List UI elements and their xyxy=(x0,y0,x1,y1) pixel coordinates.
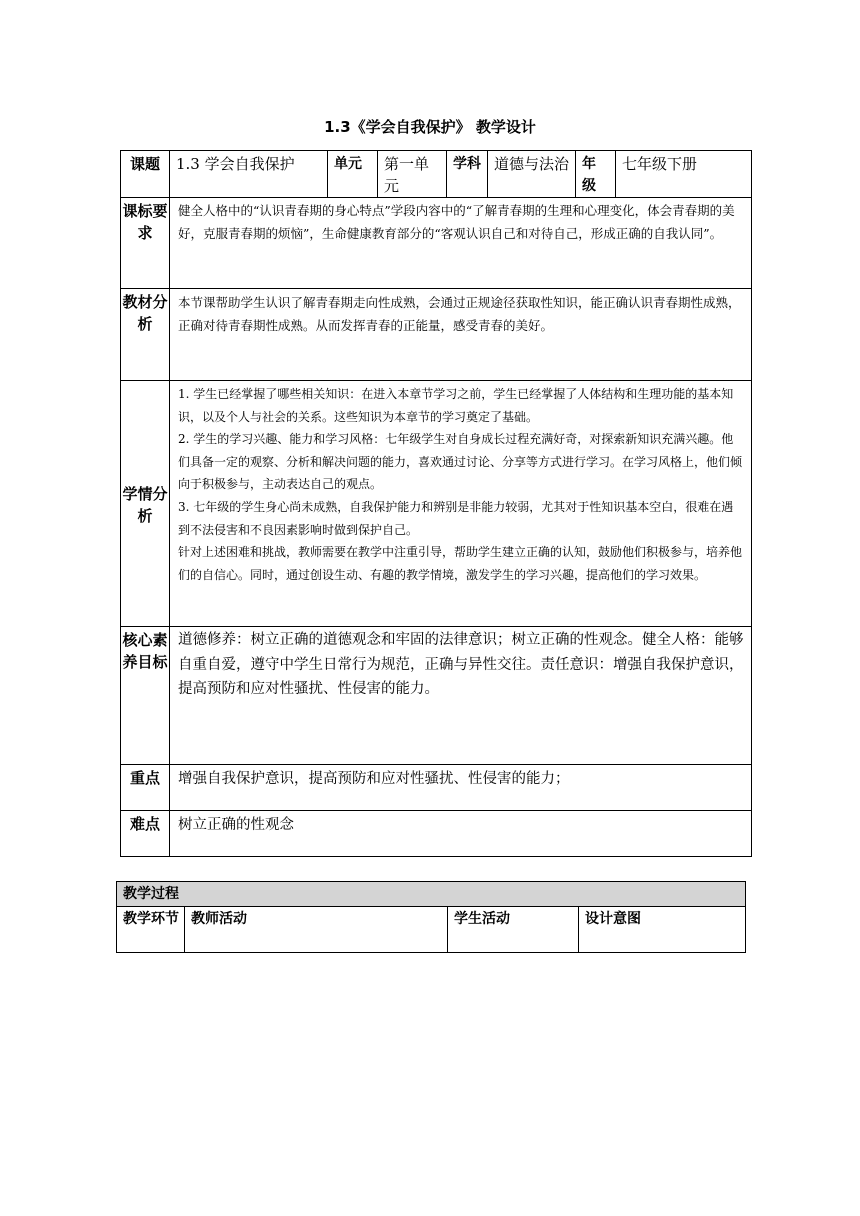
students-paragraph-4: 针对上述困难和挑战，教师需要在教学中注重引导，帮助学生建立正确的认知，鼓励他们积极参与，培养他们的自信心。同时，通过创设生动、有趣的教学情境，激发学生的学习兴趣，提高他们的学习效果。 xyxy=(178,545,743,582)
students-row xyxy=(121,381,752,627)
students-text xyxy=(170,381,752,627)
key-point-row xyxy=(121,765,752,811)
page-title: 1.3《学会自我保护》 教学设计 xyxy=(324,118,536,136)
students-paragraph-3: 3. 七年级的学生身心尚未成熟，自我保护能力和辨别是非能力较弱，尤其对于性知识基本空白，很难在遇到不法侵害和不良因素影响时做到保护自己。 xyxy=(178,499,734,537)
material-text: 本节课帮助学生认识了解青春期走向性成熟，会通过正规途径获取性知识，能正确认识青春期性成熟，正确对待青春期性成熟。从而发挥青春的正能量，感受青春的美好。 xyxy=(170,289,752,381)
students-paragraph-1: 1. 学生已经掌握了哪些相关知识：在进入本章节学习之前，学生已经掌握了人体结构和生理功能的基本知识，以及个人与社会的关系。这些知识为本章节的学习奠定了基础。 xyxy=(178,387,734,424)
literacy-text: 道德修养：树立正确的道德观念和牢固的法律意识；树立正确的性观念。健全人格：能够自重自爱，遵守中学生日常行为规范，正确与异性交往。责任意识：增强自我保护意识，提高预防和应对性骚扰、性侵害的能力。 xyxy=(170,627,752,765)
difficulty-row xyxy=(121,811,752,857)
literacy-row xyxy=(121,627,752,765)
material-row xyxy=(121,289,752,381)
lesson-info-table xyxy=(120,150,752,857)
process-title-row xyxy=(117,882,746,907)
material-label: 教材分析 xyxy=(121,289,170,381)
process-title: 教学过程 xyxy=(117,882,746,907)
key-point-text: 增强自我保护意识，提高预防和应对性骚扰、性侵害的能力； xyxy=(170,765,752,811)
subject-label: 学科 xyxy=(447,151,488,198)
curriculum-row xyxy=(121,198,752,289)
difficulty-text: 树立正确的性观念 xyxy=(170,811,752,857)
grade-label: 年级 xyxy=(576,151,616,198)
process-col-design: 设计意图 xyxy=(579,907,746,953)
topic-label: 课题 xyxy=(121,151,170,198)
process-col-teacher: 教师活动 xyxy=(185,907,448,953)
students-paragraph-2: 2. 学生的学习兴趣、能力和学习风格：七年级学生对自身成长过程充满好奇，对探索新知识充满兴趣。他们具备一定的观察、分析和解决问题的能力，喜欢通过讨论、分享等方式进行学习。在学习风格上，他们倾向于积极参与，主动表达自己的观点。 xyxy=(178,432,743,492)
difficulty-label: 难点 xyxy=(121,811,170,857)
curriculum-label: 课标要求 xyxy=(121,198,170,289)
literacy-label: 核心素养目标 xyxy=(121,627,170,765)
teaching-process-table xyxy=(116,881,746,953)
grade-value: 七年级下册 xyxy=(616,151,752,198)
unit-value: 第一单元 xyxy=(378,151,447,198)
unit-label: 单元 xyxy=(328,151,378,198)
curriculum-text: 健全人格中的“认识青春期的身心特点”学段内容中的“了解青春期的生理和心理变化，体会青春期的美好，克服青春期的烦恼”，生命健康教育部分的“客观认识自己和对待自己，形成正确的自我认同”。 xyxy=(170,198,752,289)
topic-value: 1.3 学会自我保护 xyxy=(170,151,328,198)
process-header-row xyxy=(117,907,746,953)
subject-value: 道德与法治 xyxy=(488,151,576,198)
process-col-stage: 教学环节 xyxy=(117,907,185,953)
students-label: 学情分析 xyxy=(121,381,170,627)
header-row xyxy=(121,151,752,198)
key-point-label: 重点 xyxy=(121,765,170,811)
process-col-student: 学生活动 xyxy=(448,907,579,953)
